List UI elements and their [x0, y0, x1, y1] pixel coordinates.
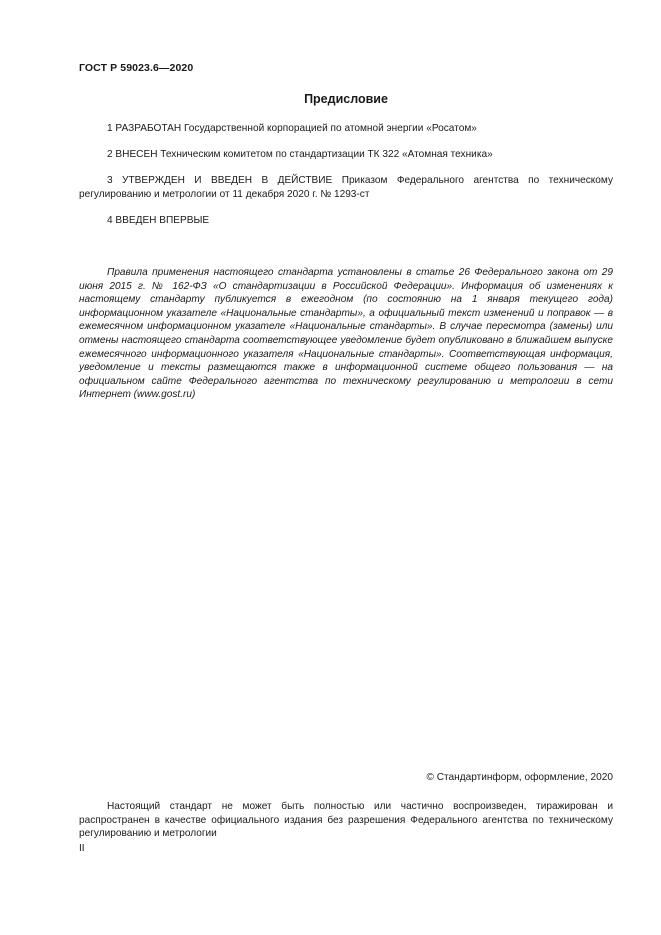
preface-item-developed: 1 РАЗРАБОТАН Государственной корпорацией по атомной энергии «Росатом»: [107, 123, 477, 134]
copyright-line: © Стандартинформ, оформление, 2020: [426, 772, 613, 783]
preface-item-introduced: 4 ВВЕДЕН ВПЕРВЫЕ: [107, 215, 210, 226]
preface-item-approved: 3 УТВЕРЖДЕН И ВВЕДЕН В ДЕЙСТВИЕ Приказом Федерального агентства по техническому регулированию и метрологии от 11 декабря 2020 г. № 1293-ст: [79, 175, 613, 200]
preface-title: Предисловие: [304, 92, 388, 106]
preface-item-submitted: 2 ВНЕСЕН Техническим комитетом по стандартизации ТК 322 «Атомная техника»: [107, 149, 493, 160]
reproduction-notice: Настоящий стандарт не может быть полностью или частично воспроизведен, тиражирован и распространен в качестве официального издания без разрешения Федерального агентства по техническому регулированию и метрологии: [79, 801, 613, 840]
page-number: II: [79, 843, 85, 854]
rules-of-application-note: Правила применения настоящего стандарта установлены в статье 26 Федерального закона от 29 июня 2015 г. № 162-ФЗ «О стандартизации в Российской Федерации». Информация об изменениях к настоящему стандарту публикуется в ежегодном (по состоянию на 1 января текущего года) информационном указателе «Национальные стандарты», а официальный текст изменений и поправок — в ежемесячном информационном указателе «Национальные стандарты». В случае пересмотра (замены) или отмены настоящего стандарта соответствующее уведомление будет опубликовано в ближайшем выпуске ежемесячного информационного указателя «Национальные стандарты». Соответствующая информация, уведомление и тексты размещаются также в информационной системе общего пользования — на официальном сайте Федерального агентства по техническому регулированию и метрологии в сети Интернет (www.gost.ru): [79, 267, 613, 401]
document-code: ГОСТ Р 59023.6—2020: [79, 62, 194, 74]
